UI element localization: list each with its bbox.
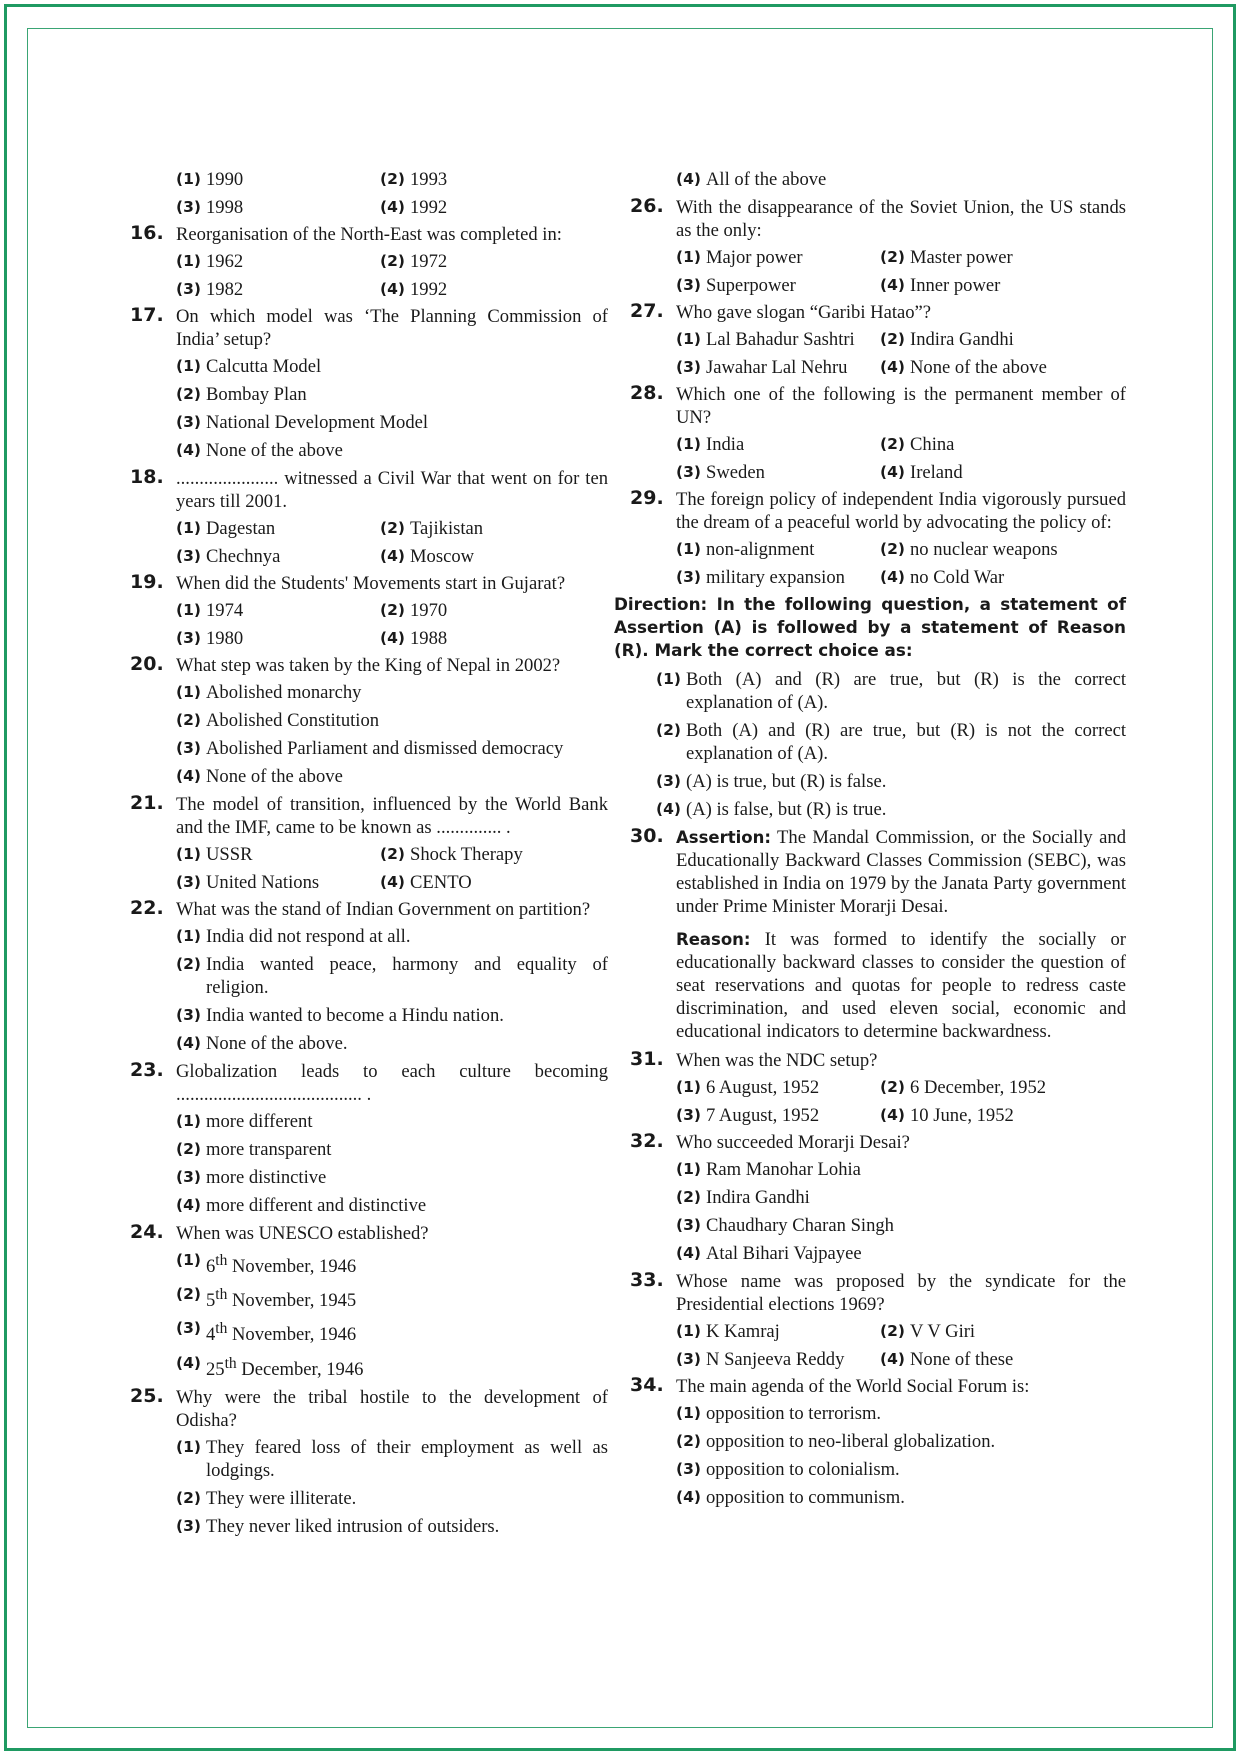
option[interactable]: (3) United Nations [176,872,320,893]
right-column [614,168,1126,1514]
option[interactable]: (4) All of the above [676,169,827,190]
question-text: What step was taken by the King of Nepal in 2002? [176,655,561,676]
option[interactable]: (1) They feared loss of their employment as well as lodgings. [176,1436,608,1481]
option[interactable]: (4) None of the above. [176,1033,348,1054]
option[interactable]: (4) 25th December, 1946 [176,1353,364,1380]
question-number: 22. [130,897,164,919]
direction-options [630,668,1126,821]
option[interactable]: (4) 1992 [380,279,448,300]
question-31 [630,1049,1126,1127]
option[interactable]: (3) Abolished Parliament and dismissed democracy [176,738,564,759]
question-text: ...................... witnessed a Civil War that went on for ten years till 2001. [176,468,608,512]
question-number: 23. [130,1059,164,1081]
option[interactable]: (4) None of the above [880,357,1047,378]
option[interactable]: (1) 1990 [176,169,244,190]
question-text: Whose name was proposed by the syndicate for the Presidential elections 1969? [676,1271,1126,1315]
question-number: 33. [630,1269,664,1291]
option[interactable]: (1) 6th November, 1946 [176,1251,357,1278]
option[interactable]: (3) 7 August, 1952 [676,1105,820,1126]
option[interactable]: (2) 1970 [380,600,448,621]
option[interactable]: (1) 1962 [176,251,244,272]
question-number: 25. [130,1384,164,1407]
question-number: 16. [130,222,164,244]
option[interactable]: (4) opposition to communism. [676,1487,905,1508]
option[interactable]: (3) 1980 [176,628,244,649]
question-number: 29. [630,487,664,509]
question-22 [130,898,608,1055]
question-text: The foreign policy of independent India vigorously pursued the dream of a peaceful world by advocating the policy of: [676,489,1126,533]
question-16 [130,223,608,301]
option[interactable]: (3) Superpower [676,275,796,296]
question-number: 18. [130,466,164,488]
option[interactable]: (2) Shock Therapy [380,844,523,865]
option[interactable]: (4) Inner power [880,275,1001,296]
question-19 [130,572,608,650]
option[interactable]: (2) 1993 [380,169,448,190]
option[interactable]: (3) They never liked intrusion of outsiders. [176,1515,500,1537]
option[interactable]: (4) None of the above [176,766,343,787]
option[interactable]: (4) None of these [880,1349,1014,1370]
option[interactable]: (4) more different and distinctive [176,1195,427,1216]
option[interactable]: (1) 6 August, 1952 [676,1077,820,1098]
direction-text: Direction: In the following question, a statement of Assertion (A) is followed by a statement of Reason (R). Mark the correct choice as: [614,594,1126,660]
option[interactable]: (3) Sweden [676,462,765,483]
question-number: 20. [130,653,164,675]
question-number: 24. [130,1221,164,1243]
option[interactable]: (1) Calcutta Model [176,356,322,377]
question-30 [630,826,1126,1043]
question-26 [630,196,1126,297]
option[interactable]: (2) no nuclear weapons [880,539,1058,560]
question-number: 34. [630,1374,664,1396]
option[interactable]: (2) Indira Gandhi [880,329,1014,350]
question-21 [130,793,608,894]
option[interactable]: (3) (A) is true, but (R) is false. [656,771,887,792]
reason-text: Reason: It was formed to identify the socially or educationally backward classes to consider the question of seat reservations and quotas for people to redress caste discrimination, and used eleven social, economic and educational indicators to determine backwardness. [676,929,1126,1042]
option[interactable]: (2) Indira Gandhi [676,1187,810,1208]
option[interactable]: (3) N Sanjeeva Reddy [676,1349,845,1370]
option[interactable]: (2) Master power [880,247,1013,268]
question-text: What was the stand of Indian Government on partition? [176,899,591,920]
option[interactable]: (3) opposition to colonialism. [676,1459,900,1480]
question-27 [630,301,1126,379]
option[interactable]: (2) 1972 [380,251,448,272]
question-15-tail [130,168,608,219]
assertion-text: Assertion: The Mandal Commission, or the Socially and Educationally Backward Classes Commission (SEBC), was established in India on 1979 by the Janata Party government under Prime Minister Morarji Desai. [676,827,1126,917]
question-text: On which model was ‘The Planning Commission of India’ setup? [176,306,608,350]
question-text: Which one of the following is the permanent member of UN? [676,384,1126,428]
option[interactable]: (1) Lal Bahadur Sashtri [676,329,855,350]
option[interactable]: (4) Atal Bihari Vajpayee [676,1243,862,1264]
option[interactable]: (3) Jawahar Lal Nehru [676,357,848,378]
question-29 [630,488,1126,589]
option[interactable]: (4) Moscow [380,546,475,567]
question-text: When was UNESCO established? [176,1223,429,1244]
question-24 [130,1222,608,1381]
option[interactable]: (4) CENTO [380,872,472,893]
option[interactable]: (3) India wanted to become a Hindu nation. [176,1005,504,1026]
option[interactable]: (2) Bombay Plan [176,384,307,405]
option[interactable]: (2) 6 December, 1952 [880,1077,1047,1098]
question-number: 30. [630,825,664,847]
option[interactable]: (2) Both (A) and (R) are true, but (R) is not the correct explanation of (A). [656,720,1126,764]
option[interactable]: (3) Chechnya [176,546,281,567]
option[interactable]: (4) 10 June, 1952 [880,1105,1014,1126]
option[interactable]: (2) Tajikistan [380,518,484,539]
question-number: 32. [630,1130,664,1152]
option[interactable]: (2) They were illiterate. [176,1487,357,1509]
option[interactable]: (1) Dagestan [176,518,276,539]
option[interactable]: (2) India wanted peace, harmony and equality of religion. [176,954,608,998]
question-text: Reorganisation of the North-East was completed in: [176,224,562,245]
option[interactable]: (3) 1982 [176,279,244,300]
option[interactable]: (3) Chaudhary Charan Singh [676,1215,894,1236]
question-number: 31. [630,1048,664,1070]
option[interactable]: (1) India [676,434,745,455]
question-28 [630,383,1126,484]
question-text: When was the NDC setup? [676,1050,878,1071]
option[interactable]: (1) non-alignment [676,539,815,560]
option[interactable]: (1) USSR [176,844,253,865]
option[interactable]: (4) 1992 [380,197,448,218]
question-25 [130,1386,608,1538]
option[interactable]: (2) Abolished Constitution [176,710,380,731]
question-number: 21. [130,792,164,814]
option[interactable]: (2) China [880,434,955,455]
option[interactable]: (3) 4th November, 1946 [176,1319,357,1346]
question-25-tail [630,168,1126,191]
option[interactable]: (1) Major power [676,247,803,268]
option[interactable]: (1) opposition to terrorism. [676,1403,882,1424]
question-text: When did the Students' Movements start in Gujarat? [176,573,566,594]
question-text: The model of transition, influenced by the World Bank and the IMF, came to be known as .............. . [176,794,608,838]
question-text: Who gave slogan “Garibi Hatao”? [676,302,932,323]
option[interactable]: (1) K Kamraj [676,1321,780,1342]
question-number: 19. [130,571,164,593]
question-number: 26. [630,195,664,217]
question-number: 28. [630,382,664,404]
option[interactable]: (3) 1998 [176,197,244,218]
option[interactable]: (1) more different [176,1111,313,1132]
question-text: Why were the tribal hostile to the development of Odisha? [176,1386,608,1431]
option[interactable]: (2) opposition to neo-liberal globalization. [676,1431,996,1452]
question-text: Globalization leads to each culture becoming ........................................ . [176,1061,608,1105]
question-number: 17. [130,304,164,326]
question-17 [130,305,608,462]
question-text: The main agenda of the World Social Forum is: [676,1376,1030,1397]
option[interactable]: (2) more transparent [176,1139,332,1160]
option[interactable]: (4) None of the above [176,440,343,461]
option[interactable]: (2) 5th November, 1945 [176,1285,357,1312]
option[interactable]: (3) more distinctive [176,1167,327,1188]
question-23 [130,1060,608,1217]
option[interactable]: (2) V V Giri [880,1321,976,1342]
option[interactable]: (4) no Cold War [880,567,1005,588]
question-33 [630,1270,1126,1371]
question-20 [130,654,608,788]
question-34 [630,1375,1126,1509]
option[interactable]: (4) (A) is false, but (R) is true. [656,799,887,820]
question-18 [130,467,608,568]
option[interactable]: (1) Abolished monarchy [176,682,362,703]
option[interactable]: (4) Ireland [880,462,963,483]
option[interactable]: (3) military expansion [676,567,845,588]
left-column [130,168,608,1543]
question-text: With the disappearance of the Soviet Union, the US stands as the only: [676,197,1126,241]
question-text: Who succeeded Morarji Desai? [676,1132,910,1153]
question-32 [630,1131,1126,1265]
question-number: 27. [630,300,664,322]
option[interactable]: (1) 1974 [176,600,244,621]
option[interactable]: (1) Ram Manohar Lohia [676,1159,861,1180]
option[interactable]: (3) National Development Model [176,412,429,433]
option[interactable]: (1) India did not respond at all. [176,926,411,947]
option[interactable]: (1) Both (A) and (R) are true, but (R) is the correct explanation of (A). [656,669,1126,713]
option[interactable]: (4) 1988 [380,628,448,649]
